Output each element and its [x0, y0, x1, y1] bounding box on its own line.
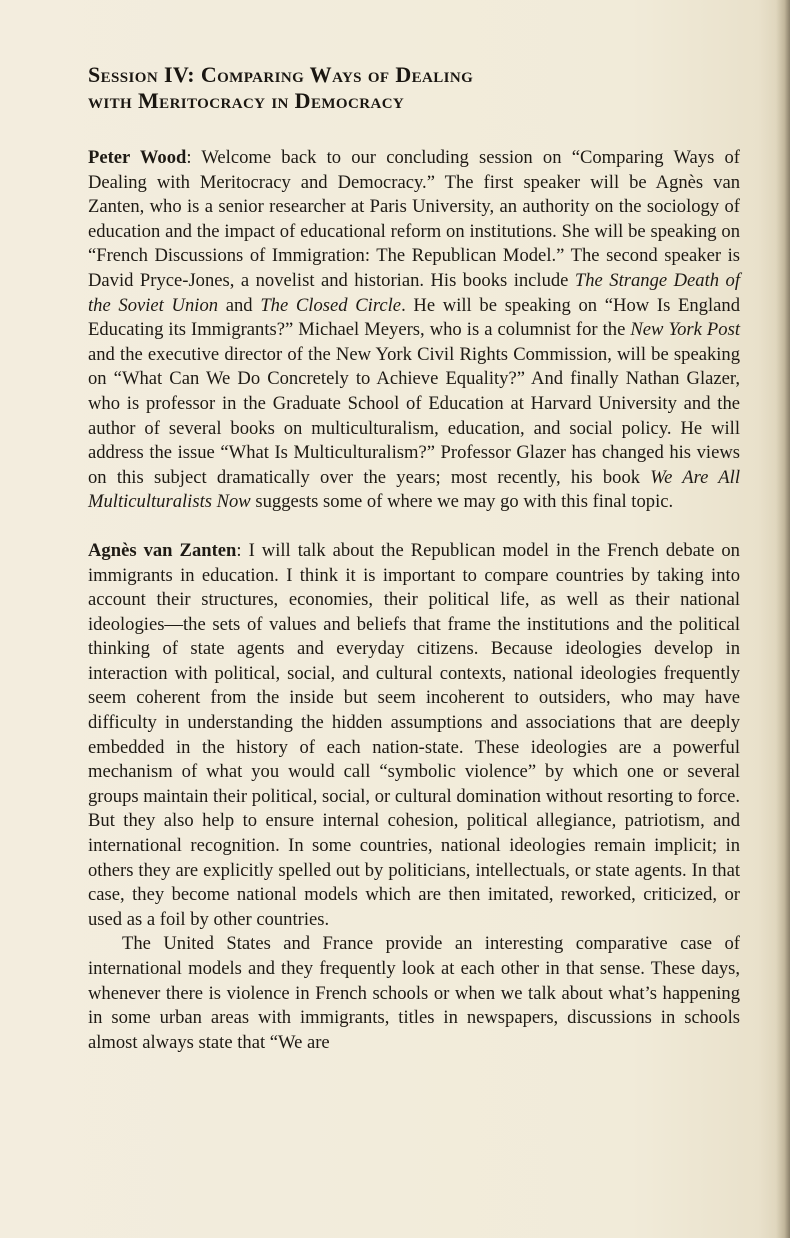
speaker-name: Peter Wood: [88, 147, 187, 168]
speech-peter-wood: [88, 146, 740, 515]
speech-text: and the executive director of the New York Civil Rights Commission, will be speaking on “What Can We Do Concretely to Achieve Equality?” And finally Nathan Glazer, who is professor in the Graduate School of Education at Harvard University and the author of several books on multiculturalism, education, and social policy. He will address the issue “What Is Multiculturalism?” Professor Glazer has changed his views on this subject dramatically over the years; most recently, his book: [88, 343, 740, 488]
newspaper-title: New York Post: [630, 319, 740, 341]
speech-agnes-van-zanten: [88, 539, 740, 933]
speech-text: and: [218, 294, 261, 316]
page-binding-shadow: [776, 0, 790, 1238]
speaker-name: Agnès van Zanten: [88, 539, 237, 561]
speech-text: : I will talk about the Republican model in the French debate on immigrants in education. I think it is important to compare countries by taking into account their structures, economies, their political life, as well as their national ideologies—the sets of values and beliefs that frame the institutions and the political thinking of state agents and everyday citizens. Because ideologies develop in interaction with political, social, and cultural contexts, national ideologies frequently seem coherent from the inside but seem incoherent to outsiders, who may have difficulty in understanding the hidden assumptions and associations that are deeply embedded in the history of each nation-state. These ideologies are a powerful mechanism of what you would call “symbolic violence” by which one or several groups maintain their political, social, or cultural domination without resorting to force. But they also help to ensure internal cohesion, political allegiance, patriotism, and international recognition. In some countries, national ideologies remain implicit; in others they are explicitly spelled out by politicians, intellectuals, or state agents. In that case, they become national models which are then imitated, reworked, criticized, or used as a foil by other countries.: [88, 539, 740, 930]
book-title: The Closed Circle: [260, 294, 402, 316]
page-content: [88, 62, 740, 1055]
speech-agnes-van-zanten-continued: The United States and France provide an interesting comparative case of international models and they frequently look at each other in that sense. These days, whenever there is violence in French schools or when we talk about what’s happening in some urban areas with immigrants, titles in newspapers, discussions in schools almost always state that “We are: [88, 933, 740, 1053]
session-heading: [88, 62, 740, 114]
session-heading-line-1: Session IV: Comparing Ways of Dealing: [88, 62, 474, 87]
speech-text: suggests some of where we may go with this final topic.: [250, 491, 674, 513]
session-heading-line-2: with Meritocracy in Democracy: [88, 88, 405, 113]
book-title: The Strange Death of the Soviet Union: [88, 269, 740, 316]
book-title: We Are All Multiculturalists Now: [88, 466, 740, 513]
speech-text: : Welcome back to our concluding session on “Comparing Ways of Dealing with Meritocracy and Democracy.” The first speaker will be Agnès van Zanten, who is a senior researcher at Paris University, an authority on the sociology of education and the impact of educational reform on institutions. She will be speaking on “French Discussions of Immigration: The Republican Model.” The second speaker is David Pryce-Jones, a novelist and historian. His books include: [88, 147, 740, 291]
speech-text: . He will be speaking on “How Is England Educating its Immigrants?” Michael Meyers, who is a columnist for the: [88, 294, 740, 341]
